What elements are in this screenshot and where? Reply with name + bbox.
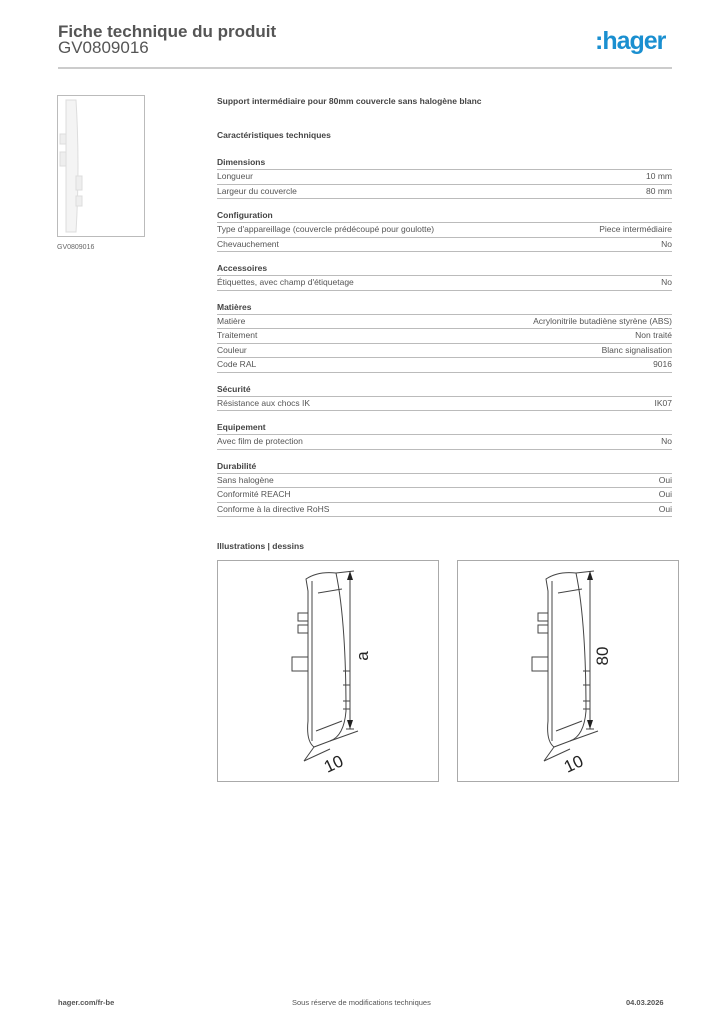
depth-dimension-label: 10 (561, 751, 587, 777)
spec-value: Oui (658, 503, 672, 514)
spec-value: 10 mm (646, 171, 672, 181)
spec-label: Conforme à la directive RoHS (217, 503, 330, 514)
spec-row (217, 238, 672, 253)
spec-section (217, 156, 672, 199)
thumbnail-caption: GV0809016 (57, 244, 95, 251)
spec-label: Chevauchement (217, 238, 279, 249)
section-title: Configuration (217, 209, 672, 223)
spec-row (217, 358, 672, 373)
spec-value: Oui (658, 474, 672, 485)
footer-note: Sous réserve de modifications techniques (292, 998, 431, 1007)
spec-label: Code RAL (217, 359, 257, 369)
spec-label: Largeur du couvercle (217, 185, 297, 196)
spec-value: Non traité (635, 330, 672, 340)
drawing-generic (217, 560, 439, 782)
spec-row (217, 397, 672, 412)
spec-row (217, 276, 672, 291)
spec-value: Oui (658, 489, 672, 499)
spec-value: 9016 (653, 359, 672, 369)
spec-row (217, 488, 672, 503)
spec-label: Type d'appareillage (couvercle prédécoupé pour goulotte) (217, 224, 435, 234)
height-dimension-label: 80 (593, 646, 612, 666)
spec-sections (217, 156, 672, 517)
spec-value: 80 mm (646, 185, 672, 196)
spec-value: No (661, 277, 672, 287)
spec-section (217, 421, 672, 450)
spec-label: Longueur (217, 171, 253, 181)
spec-label: Matière (217, 315, 246, 326)
illustrations-heading: Illustrations | dessins (217, 541, 304, 551)
spec-row (217, 344, 672, 359)
spec-section (217, 460, 672, 518)
spec-row (217, 329, 672, 344)
height-dimension-label: a (353, 651, 372, 661)
hager-logo: :hager (595, 27, 666, 55)
spec-section (217, 262, 672, 291)
spec-row (217, 170, 672, 185)
section-title: Accessoires (217, 262, 672, 276)
spec-section (217, 383, 672, 412)
spec-row (217, 474, 672, 489)
product-description: Support intermédiaire pour 80mm couvercle sans halogène blanc (217, 96, 482, 106)
depth-dimension-label: 10 (321, 751, 347, 777)
spec-label: Étiquettes, avec champ d'étiquetage (217, 277, 354, 287)
spec-label: Résistance aux chocs IK (217, 397, 311, 408)
section-title: Matières (217, 301, 672, 315)
spec-row (217, 185, 672, 200)
drawing-80mm (457, 560, 679, 782)
spec-value: No (661, 238, 672, 249)
spec-section (217, 209, 672, 252)
product-code: GV0809016 (58, 38, 149, 57)
spec-row (217, 503, 672, 518)
header-divider (58, 67, 672, 69)
specs-heading: Caractéristiques techniques (217, 130, 331, 140)
spec-row (217, 435, 672, 450)
spec-label: Conformité REACH (217, 489, 291, 499)
spec-value: No (661, 436, 672, 446)
spec-label: Traitement (217, 330, 258, 340)
spec-value: Blanc signalisation (601, 344, 672, 355)
spec-section (217, 301, 672, 373)
spec-row (217, 223, 672, 238)
section-title: Equipement (217, 421, 672, 435)
part-outline (292, 571, 358, 761)
spec-label: Couleur (217, 344, 247, 355)
spec-label: Avec film de protection (217, 436, 303, 446)
spec-value: IK07 (654, 397, 672, 408)
spec-column (217, 96, 672, 527)
section-title: Sécurité (217, 383, 672, 397)
section-title: Durabilité (217, 460, 672, 474)
spec-row (217, 315, 672, 330)
product-thumbnail (57, 95, 145, 237)
spec-value: Piece intermédiaire (599, 224, 672, 234)
footer-site[interactable]: hager.com/fr-be (58, 998, 115, 1007)
page-title: Fiche technique du produit (58, 22, 277, 41)
footer-date: 04.03.2026 (626, 998, 664, 1007)
spec-value: Acrylonitrile butadiène styrène (ABS) (533, 315, 672, 326)
section-title: Dimensions (217, 156, 672, 170)
spec-label: Sans halogène (217, 474, 274, 485)
part-outline (532, 571, 598, 761)
